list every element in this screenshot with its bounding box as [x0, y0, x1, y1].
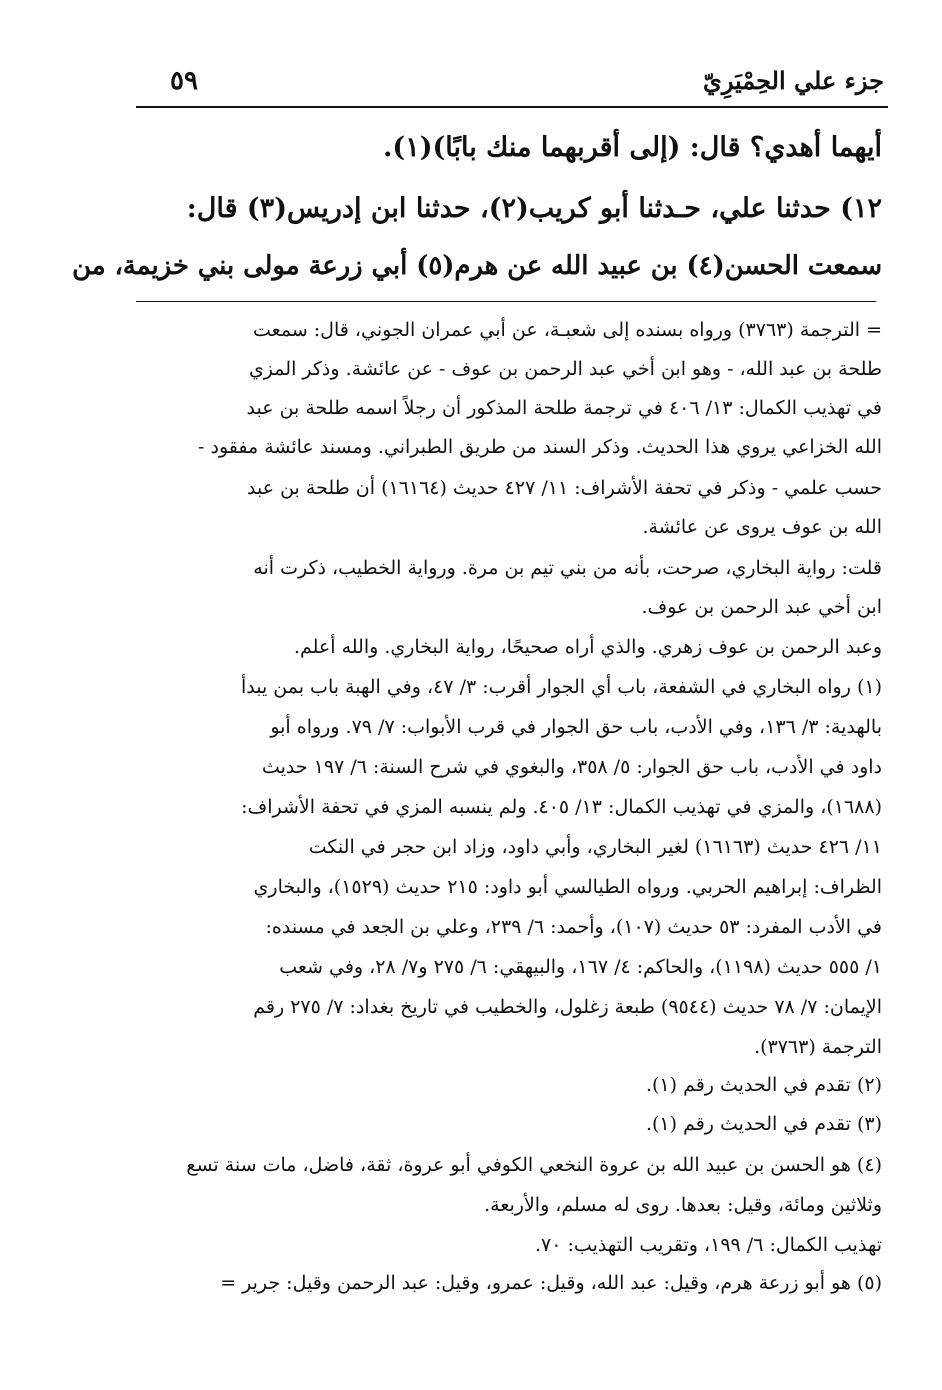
footnote-line: الإيمان: ٧/ ٧٨ حديث (٩٥٤٤) طبعة زغلول، والخطيب في تاريخ بغداد: ٧/ ٢٧٥ رقم — [253, 996, 882, 1018]
footnote-line: (٥) هو أبو زرعة هرم، وقيل: عبد الله، وقيل: عمرو، وقيل: عبد الرحمن وقيل: جرير = — [220, 1272, 882, 1294]
header-rule — [136, 106, 888, 108]
footnote-line: في الأدب المفرد: ٥٣ حديث (١٠٧)، وأحمد: ٦/ ٢٣٩، وعلي بن الجعد في مسنده: — [265, 916, 882, 938]
footnote-line: الله الخزاعي يروي هذا الحديث. وذكر السند من طريق الطبراني. ومسند عائشة مفقود - — [198, 436, 882, 458]
footnote-line: الله بن عوف يروى عن عائشة. — [642, 516, 882, 538]
footnote-line: ١/ ٥٥٥ حديث (١١٩٨)، والحاكم: ٤/ ١٦٧، والبيهقي: ٦/ ٢٧٥ و٧/ ٢٨، وفي شعب — [279, 956, 882, 978]
footnote-line: الترجمة (٣٧٦٣). — [754, 1036, 882, 1058]
footnote-line: حسب علمي - وذكر في تحفة الأشراف: ١١/ ٤٢٧ حديث (١٦١٦٤) أن طلحة بن عبد — [247, 477, 882, 499]
running-title: جزء علي الحِمْيَرِيّ — [703, 66, 884, 95]
main-text-line: ١٢) حدثنا علي، حـدثنا أبو كريب(٢)، حدثنا ابن إدريس(٣) قال: — [186, 193, 882, 224]
footnote-line: بالهدية: ٣/ ١٣٦، وفي الأدب، باب حق الجوار في قرب الأبواب: ٧/ ٧٩. ورواه أبو — [270, 716, 882, 738]
footnote-line: قلت: رواية البخاري، صرحت، بأنه من بني تيم بن مرة. ورواية الخطيب، ذكرت أنه — [253, 557, 882, 579]
footnote-line: = الترجمة (٣٧٦٣) ورواه بسنده إلى شعبـة، عن أبي عمران الجوني، قال: سمعت — [253, 319, 882, 341]
footnote-line: (١٦٨٨)، والمزي في تهذيب الكمال: ١٣/ ٤٠٥. ولم ينسبه المزي في تحفة الأشراف: — [241, 796, 882, 818]
footnote-line: (٣) تقدم في الحديث رقم (١). — [645, 1113, 882, 1135]
footnote-line: وعبد الرحمن بن عوف زهري. والذي أراه صحيحًا، رواية البخاري. والله أعلم. — [293, 636, 882, 658]
footnote-line: ابن أخي عبد الرحمن بن عوف. — [641, 596, 882, 618]
footnote-line: ١١/ ٤٢٦ حديث (١٦١٦٣) لغير البخاري، وأبي داود، وزاد ابن حجر في النكت — [308, 836, 882, 858]
footnote-line: داود في الأدب، باب حق الجوار: ٥/ ٣٥٨، والبغوي في شرح السنة: ٦/ ١٩٧ حديث — [261, 756, 882, 778]
footnote-line: الظراف: إبراهيم الحربي. ورواه الطيالسي أبو داود: ٢١٥ حديث (١٥٢٩)، والبخاري — [253, 876, 882, 898]
footnote-line: (١) رواه البخاري في الشفعة، باب أي الجوار أقرب: ٣/ ٤٧، وفي الهبة باب بمن يبدأ — [240, 676, 882, 698]
footnote-line: (٤) هو الحسن بن عبيد الله بن عروة النخعي الكوفي أبو عروة، ثقة، فاضل، مات سنة تسع — [186, 1154, 882, 1176]
footnote-line: (٢) تقدم في الحديث رقم (١). — [645, 1074, 882, 1096]
footnote-line: وثلاثين ومائة، وقيل: بعدها. روى له مسلم، والأربعة. — [484, 1194, 882, 1216]
footnote-separator — [136, 301, 876, 302]
main-text-line: أيهما أهدي؟ قال: (إلى أقربهما منك بابًا)(١). — [383, 132, 882, 163]
footnote-line: تهذيب الكمال: ٦/ ١٩٩، وتقريب التهذيب: ٧٠. — [535, 1234, 882, 1256]
main-text-line: سمعت الحسن(٤) بن عبيد الله عن هرم(٥) أبي زرعة مولى بني خزيمة، من — [72, 251, 882, 281]
footnote-line: طلحة بن عبد الله، - وهو ابن أخي عبد الرحمن بن عوف - عن عائشة. وذكر المزي — [248, 358, 882, 380]
footnote-line: في تهذيب الكمال: ١٣/ ٤٠٦ في ترجمة طلحة المذكور أن رجلاً اسمه طلحة بن عبد — [246, 397, 882, 419]
page-number: ٥٩ — [170, 66, 198, 96]
